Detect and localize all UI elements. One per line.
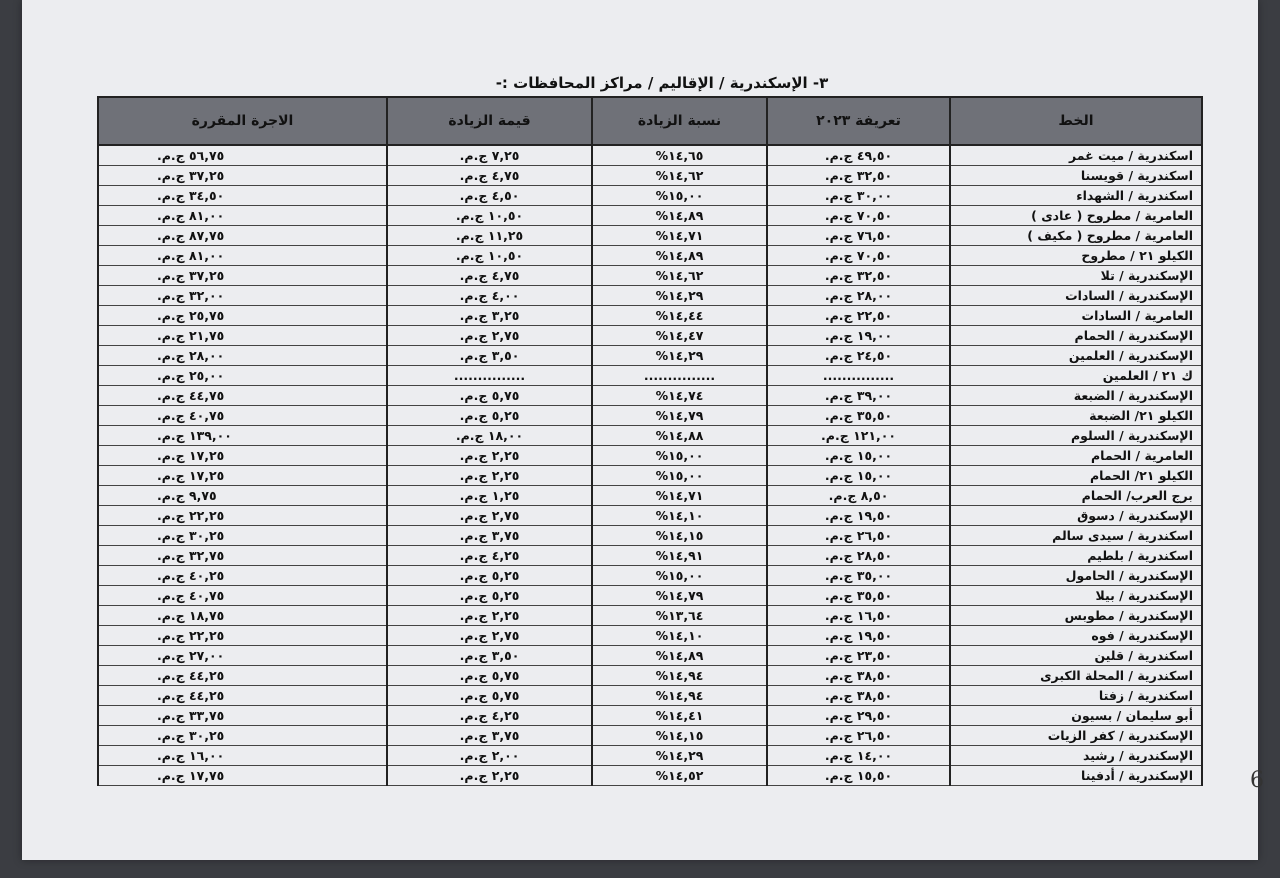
- cell-pct: ١٤,٤٤%: [592, 306, 767, 326]
- cell-fare: ١٣٩,٠٠ ج.م.: [98, 426, 387, 446]
- cell-line: اسكندرية / الشهداء: [950, 186, 1202, 206]
- cell-inc: ٣,٧٥ ج.م.: [387, 526, 592, 546]
- cell-tariff: ١٩,٠٠ ج.م.: [767, 326, 950, 346]
- cell-pct: ١٣,٦٤%: [592, 606, 767, 626]
- cell-pct: ١٤,٦٢%: [592, 266, 767, 286]
- table-row: [98, 726, 1202, 746]
- cell-fare: ٣٧,٢٥ ج.م.: [98, 266, 387, 286]
- table-row: [98, 346, 1202, 366]
- cell-tariff: ١٤,٠٠ ج.م.: [767, 746, 950, 766]
- table-row: [98, 426, 1202, 446]
- cell-pct: ١٤,٢٩%: [592, 286, 767, 306]
- table-row: [98, 166, 1202, 186]
- cell-fare: ٤٠,٧٥ ج.م.: [98, 586, 387, 606]
- cell-tariff: ٧٠,٥٠ ج.م.: [767, 246, 950, 266]
- cell-fare: ١٧,٧٥ ج.م.: [98, 766, 387, 786]
- header-inc: قيمة الزيادة: [387, 97, 592, 145]
- cell-inc: ٤,٥٠ ج.م.: [387, 186, 592, 206]
- cell-pct: ١٤,٧٩%: [592, 586, 767, 606]
- cell-fare: ٢٧,٠٠ ج.م.: [98, 646, 387, 666]
- cell-pct: ١٥,٠٠%: [592, 566, 767, 586]
- table-row: [98, 226, 1202, 246]
- cell-inc: ٥,٢٥ ج.م.: [387, 406, 592, 426]
- fare-table: [97, 96, 1203, 786]
- cell-inc: ٣,٢٥ ج.م.: [387, 306, 592, 326]
- cell-pct: ١٤,٤١%: [592, 706, 767, 726]
- cell-tariff: ٢٦,٥٠ ج.م.: [767, 526, 950, 546]
- cell-fare: ٤٤,٧٥ ج.م.: [98, 386, 387, 406]
- table-row: [98, 326, 1202, 346]
- cell-tariff: ٣٠,٠٠ ج.م.: [767, 186, 950, 206]
- cell-inc: ٧,٢٥ ج.م.: [387, 145, 592, 166]
- cell-inc: ٢,٢٥ ج.م.: [387, 606, 592, 626]
- cell-tariff: ٣٢,٥٠ ج.م.: [767, 266, 950, 286]
- cell-inc: ٤,٧٥ ج.م.: [387, 166, 592, 186]
- cell-pct: ١٤,١٥%: [592, 726, 767, 746]
- cell-inc: ٢,٧٥ ج.م.: [387, 506, 592, 526]
- cell-line: اسكندرية / سيدى سالم: [950, 526, 1202, 546]
- cell-line: الإسكندرية / السلوم: [950, 426, 1202, 446]
- cell-tariff: ٢٨,٠٠ ج.م.: [767, 286, 950, 306]
- cell-line: الإسكندرية / الحمام: [950, 326, 1202, 346]
- cell-fare: ٢٢,٢٥ ج.م.: [98, 626, 387, 646]
- table-row: [98, 746, 1202, 766]
- cell-line: الإسكندرية / السادات: [950, 286, 1202, 306]
- table-row: [98, 646, 1202, 666]
- cell-tariff: ٨,٥٠ ج.م.: [767, 486, 950, 506]
- cell-inc: ٣,٥٠ ج.م.: [387, 346, 592, 366]
- cell-pct: ١٤,٨٨%: [592, 426, 767, 446]
- cell-inc: ١٨,٠٠ ج.م.: [387, 426, 592, 446]
- cell-fare: ٢٥,٠٠ ج.م.: [98, 366, 387, 386]
- cell-fare: ١٦,٠٠ ج.م.: [98, 746, 387, 766]
- cell-inc: ٣,٧٥ ج.م.: [387, 726, 592, 746]
- cell-pct: ١٥,٠٠%: [592, 446, 767, 466]
- cell-tariff: ٧٦,٥٠ ج.م.: [767, 226, 950, 246]
- section-title: ٣- الإسكندرية / الإقاليم / مراكز المحافظات :-: [495, 74, 829, 92]
- table-row: [98, 766, 1202, 786]
- cell-pct: ١٤,٤٧%: [592, 326, 767, 346]
- table-row: [98, 706, 1202, 726]
- cell-line: الكيلو ٢١ / مطروح: [950, 246, 1202, 266]
- cell-tariff: ١٩,٥٠ ج.م.: [767, 626, 950, 646]
- header-tariff: تعريفة ٢٠٢٣: [767, 97, 950, 145]
- cell-fare: ٨١,٠٠ ج.م.: [98, 206, 387, 226]
- cell-pct: ١٤,٨٩%: [592, 646, 767, 666]
- cell-pct: ١٤,٥٢%: [592, 766, 767, 786]
- cell-line: الإسكندرية / تلا: [950, 266, 1202, 286]
- header-line: الخط: [950, 97, 1202, 145]
- cell-tariff: ٣٥,٠٠ ج.م.: [767, 566, 950, 586]
- cell-inc: ٤,٠٠ ج.م.: [387, 286, 592, 306]
- cell-tariff: ١٥,٥٠ ج.م.: [767, 766, 950, 786]
- table-row: [98, 266, 1202, 286]
- cell-fare: ٢٢,٢٥ ج.م.: [98, 506, 387, 526]
- cell-fare: ٥٦,٧٥ ج.م.: [98, 145, 387, 166]
- cell-pct: ١٥,٠٠%: [592, 186, 767, 206]
- cell-fare: ٣٣,٧٥ ج.م.: [98, 706, 387, 726]
- cell-tariff: ١٥,٠٠ ج.م.: [767, 446, 950, 466]
- cell-pct: ١٤,٧٤%: [592, 386, 767, 406]
- cell-inc: ٤,٢٥ ج.م.: [387, 706, 592, 726]
- cell-pct: ١٤,٩٤%: [592, 666, 767, 686]
- table-row: [98, 246, 1202, 266]
- cell-line: الإسكندرية / الضبعة: [950, 386, 1202, 406]
- cell-line: الإسكندرية / مطوبس: [950, 606, 1202, 626]
- table-row: [98, 386, 1202, 406]
- cell-inc: ...............: [387, 366, 592, 386]
- cell-inc: ٢,٧٥ ج.م.: [387, 326, 592, 346]
- cell-line: اسكندرية / بلطيم: [950, 546, 1202, 566]
- cell-inc: ١٠,٥٠ ج.م.: [387, 246, 592, 266]
- cell-fare: ٣٧,٢٥ ج.م.: [98, 166, 387, 186]
- cell-pct: ١٤,٦٥%: [592, 145, 767, 166]
- cell-fare: ٤٤,٢٥ ج.م.: [98, 666, 387, 686]
- table-body: [98, 145, 1202, 786]
- cell-line: ك ٢١ / العلمين: [950, 366, 1202, 386]
- cell-tariff: ٣٥,٥٠ ج.م.: [767, 586, 950, 606]
- cell-tariff: ٢٤,٥٠ ج.م.: [767, 346, 950, 366]
- cell-line: العامرية / السادات: [950, 306, 1202, 326]
- cell-line: العامرية / الحمام: [950, 446, 1202, 466]
- cell-pct: ١٤,٨٩%: [592, 246, 767, 266]
- cell-pct: ١٤,٧٩%: [592, 406, 767, 426]
- cell-tariff: ١٦,٥٠ ج.م.: [767, 606, 950, 626]
- table-row: [98, 566, 1202, 586]
- cell-line: أبو سليمان / بسيون: [950, 706, 1202, 726]
- cell-tariff: ٣٥,٥٠ ج.م.: [767, 406, 950, 426]
- table-row: [98, 486, 1202, 506]
- cell-fare: ١٧,٢٥ ج.م.: [98, 446, 387, 466]
- cell-line: الكيلو ٢١/ الضبعة: [950, 406, 1202, 426]
- table-row: [98, 186, 1202, 206]
- table-row: [98, 145, 1202, 166]
- cell-fare: ٨١,٠٠ ج.م.: [98, 246, 387, 266]
- cell-line: اسكندرية / قويسنا: [950, 166, 1202, 186]
- table-row: [98, 526, 1202, 546]
- cell-pct: ...............: [592, 366, 767, 386]
- table-row: [98, 546, 1202, 566]
- table-row: [98, 446, 1202, 466]
- cell-inc: ٥,٢٥ ج.م.: [387, 586, 592, 606]
- cell-pct: ١٤,٢٩%: [592, 346, 767, 366]
- cell-tariff: ٢٩,٥٠ ج.م.: [767, 706, 950, 726]
- cell-fare: ٤٤,٢٥ ج.م.: [98, 686, 387, 706]
- cell-pct: ١٤,٧١%: [592, 486, 767, 506]
- cell-tariff: ٣٩,٠٠ ج.م.: [767, 386, 950, 406]
- cell-inc: ٢,٢٥ ج.م.: [387, 446, 592, 466]
- cell-inc: ١١,٢٥ ج.م.: [387, 226, 592, 246]
- cell-inc: ٤,٧٥ ج.م.: [387, 266, 592, 286]
- cell-pct: ١٤,٢٩%: [592, 746, 767, 766]
- cell-line: الإسكندرية / كفر الزيات: [950, 726, 1202, 746]
- cell-tariff: ٢٣,٥٠ ج.م.: [767, 646, 950, 666]
- header-pct: نسبة الزيادة: [592, 97, 767, 145]
- table-row: [98, 586, 1202, 606]
- cell-pct: ١٤,٧١%: [592, 226, 767, 246]
- cell-tariff: ٢٦,٥٠ ج.م.: [767, 726, 950, 746]
- cell-pct: ١٤,٦٢%: [592, 166, 767, 186]
- cell-pct: ١٥,٠٠%: [592, 466, 767, 486]
- cell-fare: ٣٠,٢٥ ج.م.: [98, 526, 387, 546]
- cell-fare: ١٨,٧٥ ج.م.: [98, 606, 387, 626]
- cell-tariff: ٣٢,٥٠ ج.م.: [767, 166, 950, 186]
- cell-line: الكيلو ٢١/ الحمام: [950, 466, 1202, 486]
- cell-fare: ٢١,٧٥ ج.م.: [98, 326, 387, 346]
- cell-line: الإسكندرية / رشيد: [950, 746, 1202, 766]
- cell-inc: ٤,٢٥ ج.م.: [387, 546, 592, 566]
- cell-fare: ٢٨,٠٠ ج.م.: [98, 346, 387, 366]
- cell-inc: ١,٢٥ ج.م.: [387, 486, 592, 506]
- cell-line: اسكندرية / ميت غمر: [950, 145, 1202, 166]
- cell-pct: ١٤,٩٤%: [592, 686, 767, 706]
- cell-line: برج العرب/ الحمام: [950, 486, 1202, 506]
- table-row: [98, 366, 1202, 386]
- cell-line: العامرية / مطروح ( مكيف ): [950, 226, 1202, 246]
- header-fare: الاجرة المقررة: [98, 97, 387, 145]
- cell-fare: ٤٠,٢٥ ج.م.: [98, 566, 387, 586]
- cell-tariff: ...............: [767, 366, 950, 386]
- cell-pct: ١٤,١٠%: [592, 626, 767, 646]
- cell-fare: ٢٥,٧٥ ج.م.: [98, 306, 387, 326]
- cell-fare: ٤٠,٧٥ ج.م.: [98, 406, 387, 426]
- cell-line: الإسكندرية / الحامول: [950, 566, 1202, 586]
- page-number: 6: [1250, 768, 1264, 793]
- cell-inc: ٥,٢٥ ج.م.: [387, 566, 592, 586]
- cell-pct: ١٤,١٥%: [592, 526, 767, 546]
- cell-line: اسكندرية / زفتا: [950, 686, 1202, 706]
- cell-tariff: ٣٨,٥٠ ج.م.: [767, 666, 950, 686]
- cell-pct: ١٤,٩١%: [592, 546, 767, 566]
- cell-line: اسكندرية / المحلة الكبرى: [950, 666, 1202, 686]
- cell-tariff: ٢٢,٥٠ ج.م.: [767, 306, 950, 326]
- cell-tariff: ٢٨,٥٠ ج.م.: [767, 546, 950, 566]
- table-row: [98, 686, 1202, 706]
- cell-inc: ٢,٧٥ ج.م.: [387, 626, 592, 646]
- cell-inc: ٥,٧٥ ج.م.: [387, 386, 592, 406]
- cell-inc: ٢,٢٥ ج.م.: [387, 466, 592, 486]
- table-row: [98, 306, 1202, 326]
- cell-fare: ٣٢,٠٠ ج.م.: [98, 286, 387, 306]
- table-row: [98, 606, 1202, 626]
- cell-inc: ٢,٠٠ ج.م.: [387, 746, 592, 766]
- cell-inc: ٥,٧٥ ج.م.: [387, 666, 592, 686]
- cell-pct: ١٤,٨٩%: [592, 206, 767, 226]
- cell-fare: ٣٢,٧٥ ج.م.: [98, 546, 387, 566]
- table-header-row: [98, 97, 1202, 145]
- cell-tariff: ٤٩,٥٠ ج.م.: [767, 145, 950, 166]
- cell-fare: ٣٠,٢٥ ج.م.: [98, 726, 387, 746]
- cell-tariff: ١٩,٥٠ ج.م.: [767, 506, 950, 526]
- cell-inc: ٢,٢٥ ج.م.: [387, 766, 592, 786]
- cell-tariff: ٣٨,٥٠ ج.م.: [767, 686, 950, 706]
- cell-inc: ١٠,٥٠ ج.م.: [387, 206, 592, 226]
- cell-line: الإسكندرية / أدفينا: [950, 766, 1202, 786]
- table-row: [98, 466, 1202, 486]
- cell-line: اسكندرية / قلين: [950, 646, 1202, 666]
- cell-fare: ٨٧,٧٥ ج.م.: [98, 226, 387, 246]
- cell-fare: ٣٤,٥٠ ج.م.: [98, 186, 387, 206]
- table-row: [98, 206, 1202, 226]
- cell-line: الإسكندرية / العلمين: [950, 346, 1202, 366]
- table-row: [98, 406, 1202, 426]
- table-row: [98, 506, 1202, 526]
- cell-line: الإسكندرية / دسوق: [950, 506, 1202, 526]
- table-row: [98, 666, 1202, 686]
- table-row: [98, 286, 1202, 306]
- cell-tariff: ١٥,٠٠ ج.م.: [767, 466, 950, 486]
- cell-line: الإسكندرية / فوه: [950, 626, 1202, 646]
- cell-pct: ١٤,١٠%: [592, 506, 767, 526]
- cell-tariff: ١٢١,٠٠ ج.م.: [767, 426, 950, 446]
- cell-tariff: ٧٠,٥٠ ج.م.: [767, 206, 950, 226]
- table-row: [98, 626, 1202, 646]
- cell-inc: ٣,٥٠ ج.م.: [387, 646, 592, 666]
- cell-inc: ٥,٧٥ ج.م.: [387, 686, 592, 706]
- cell-fare: ١٧,٢٥ ج.م.: [98, 466, 387, 486]
- cell-line: الإسكندرية / بيلا: [950, 586, 1202, 606]
- cell-fare: ٩,٧٥ ج.م.: [98, 486, 387, 506]
- cell-line: العامرية / مطروح ( عادى ): [950, 206, 1202, 226]
